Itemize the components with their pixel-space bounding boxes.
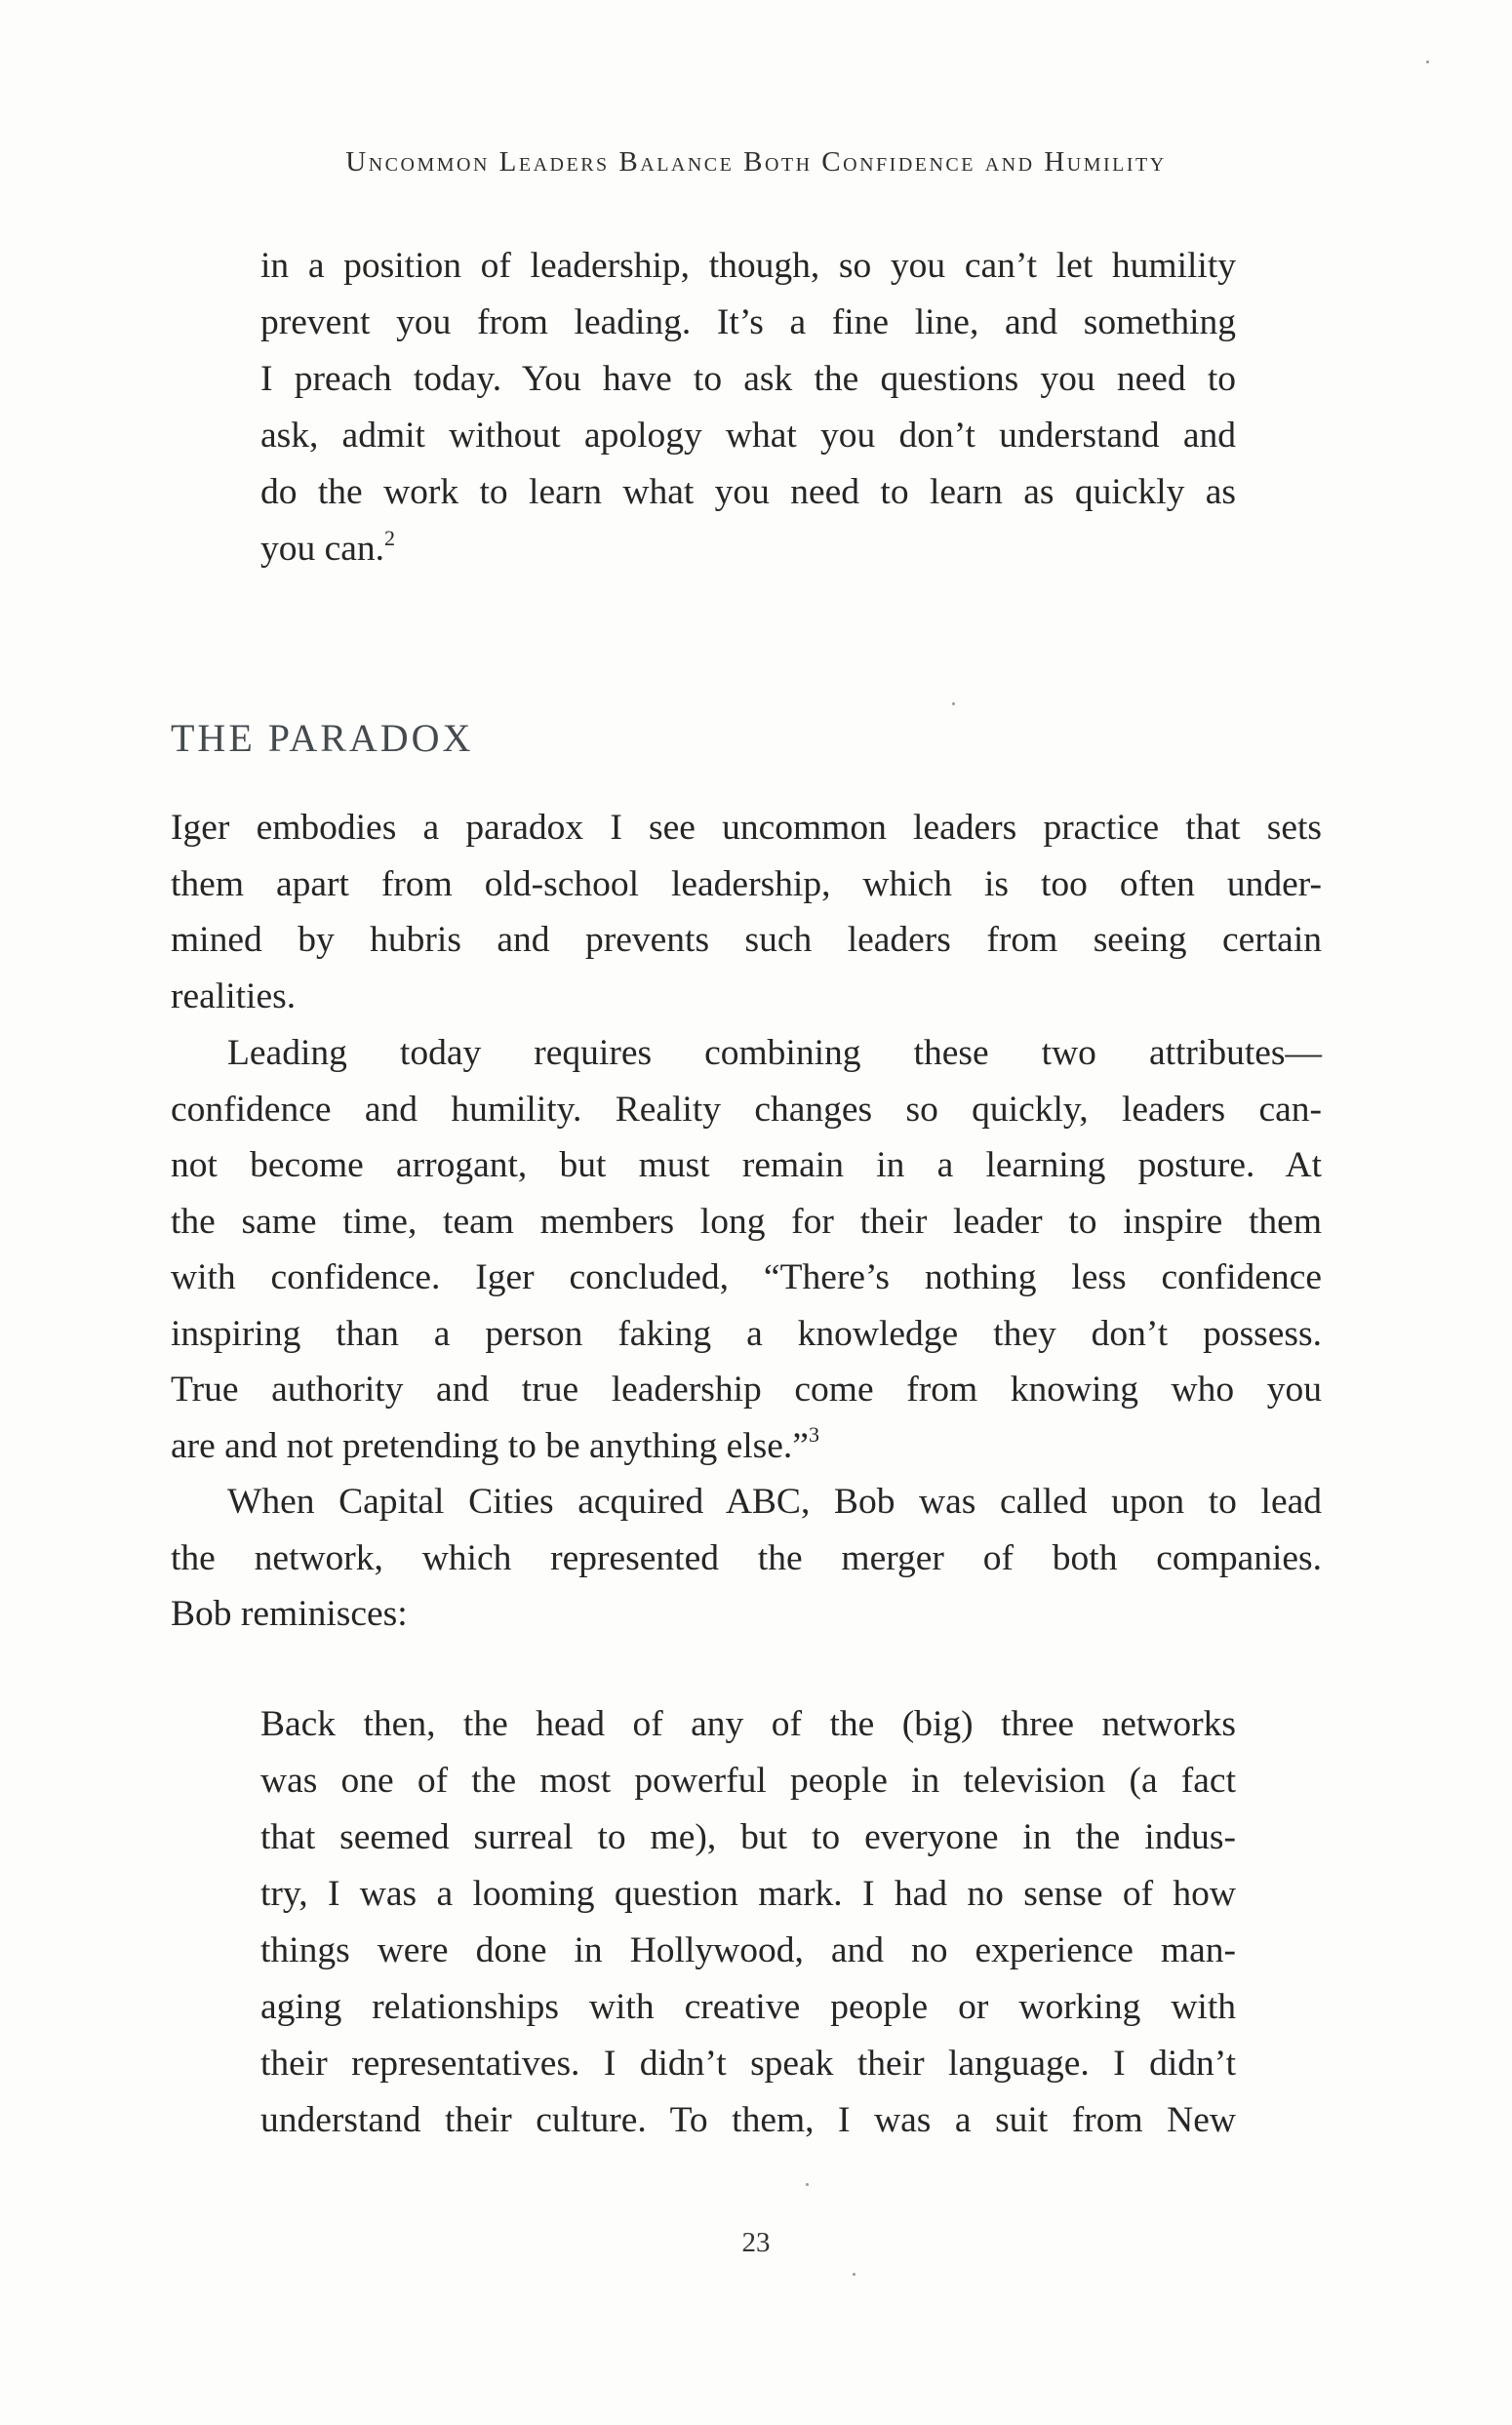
quote-line: aging relationships with creative people or working with (260, 1987, 1236, 2027)
quote-line-last (260, 521, 1236, 577)
paragraph-line: Leading today requires combining these two attributes— (227, 1033, 1322, 1073)
paragraph-line: True authority and true leadership come from knowing who you (171, 1370, 1322, 1410)
paragraph-line: with confidence. Iger concluded, “There’s nothing less confidence (171, 1257, 1322, 1297)
quote-line: I preach today. You have to ask the questions you need to (260, 359, 1236, 399)
scan-speck (1426, 60, 1429, 63)
paragraph-line: the same time, team members long for their leader to inspire them (171, 1201, 1322, 1242)
paragraph-line: Iger embodies a paradox I see uncommon leaders practice that sets (171, 808, 1322, 848)
paragraph-line: them apart from old-school leadership, which is too often under- (171, 863, 1322, 904)
block-quote-continued (260, 238, 1236, 577)
quote-line: ask, admit without apology what you don’t understand and (260, 416, 1236, 456)
quote-line: Back then, the head of any of the (big) three networks (260, 1704, 1236, 1744)
running-head: Uncommon Leaders Balance Both Confidence and Humility (345, 146, 1167, 178)
paragraph (171, 1025, 1322, 1474)
paragraph-line: mined by hubris and prevents such leaders from seeing certain (171, 920, 1322, 960)
paragraph-line: inspiring than a person faking a knowledge they don’t possess. (171, 1313, 1322, 1354)
quote-line: in a position of leadership, though, so you can’t let humility (260, 246, 1236, 286)
paragraph (171, 1474, 1322, 1643)
paragraph-line: Bob reminisces: (171, 1594, 408, 1634)
scan-speck (952, 702, 955, 705)
quote-line: was one of the most powerful people in television (a fact (260, 1761, 1236, 1801)
quote-line: prevent you from leading. It’s a fine line, and something (260, 302, 1236, 342)
block-quote (260, 1696, 1236, 2149)
footnote-marker[interactable]: 2 (384, 525, 396, 550)
quote-line: that seemed surreal to me), but to everyone in the indus- (260, 1817, 1236, 1857)
section-heading: THE PARADOX (171, 716, 474, 760)
quote-line: their representatives. I didn’t speak their language. I didn’t (260, 2044, 1236, 2084)
page-number: 23 (741, 2227, 771, 2258)
quote-line: try, I was a looming question mark. I had no sense of how (260, 1874, 1236, 1914)
quote-line: do the work to learn what you need to learn as quickly as (260, 472, 1236, 512)
footnote-marker[interactable]: 3 (808, 1422, 819, 1447)
quote-line: understand their culture. To them, I was a suit from New (260, 2100, 1236, 2140)
paragraph-line: confidence and humility. Reality changes so quickly, leaders can- (171, 1089, 1322, 1130)
scan-speck (853, 2273, 855, 2276)
quote-line-text: you can. (260, 529, 385, 569)
scan-speck (806, 2183, 809, 2186)
paragraph-line: the network, which represented the merger of both companies. (171, 1537, 1322, 1578)
paragraph-line-last (171, 1418, 1322, 1475)
quote-line: things were done in Hollywood, and no experience man- (260, 1930, 1236, 1970)
paragraph-line: not become arrogant, but must remain in a learning posture. At (171, 1145, 1322, 1185)
paragraph-line: realities. (171, 975, 297, 1016)
paragraph-line-text: are and not pretending to be anything else.” (171, 1425, 809, 1466)
paragraph (171, 800, 1322, 1024)
paragraph-line: When Capital Cities acquired ABC, Bob was called upon to lead (227, 1482, 1322, 1522)
